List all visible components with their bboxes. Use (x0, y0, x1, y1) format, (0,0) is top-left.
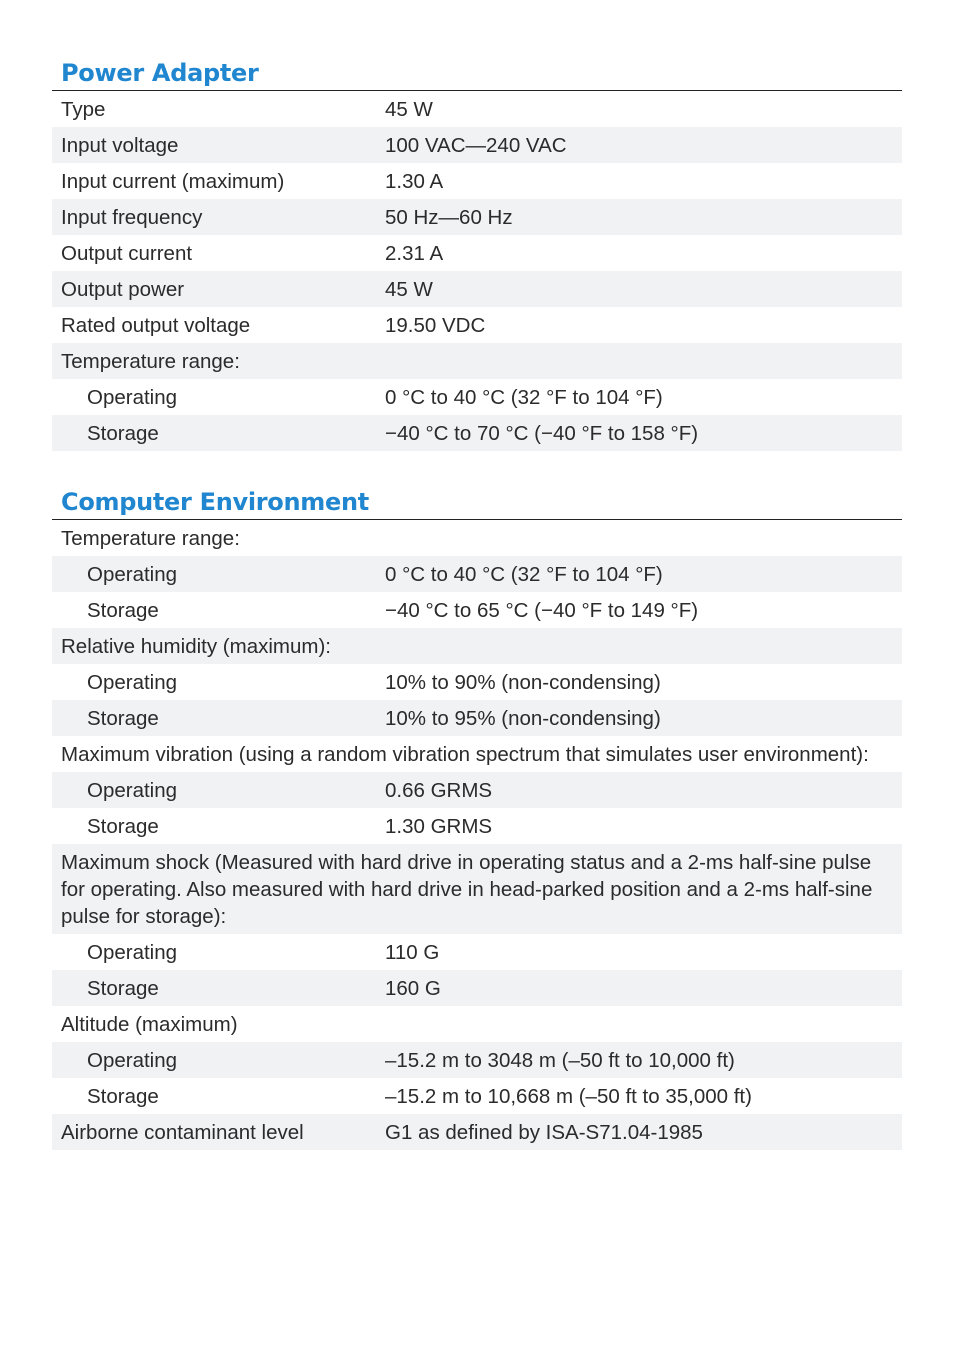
table-row (52, 556, 902, 592)
table-row (52, 307, 902, 343)
table-row (52, 1114, 902, 1150)
spec-label: Storage (52, 970, 376, 1006)
spec-value: –15.2 m to 3048 m (–50 ft to 10,000 ft) (376, 1042, 902, 1078)
spec-value: 19.50 VDC (385, 313, 486, 337)
table-row (52, 379, 902, 415)
spec-value: 100 VAC—240 VAC (376, 127, 902, 163)
spec-label: Operating (87, 670, 178, 694)
spec-value (376, 1006, 902, 1042)
spec-value: 0 °C to 40 °C (32 °F to 104 °F) (385, 385, 663, 409)
spec-page (52, 56, 902, 1150)
table-row (52, 235, 902, 271)
spec-value: 10% to 90% (non-condensing) (385, 670, 661, 694)
spec-label: Input frequency (52, 199, 376, 235)
spec-value: 160 G (376, 970, 902, 1006)
spec-value: 1.30 GRMS (385, 814, 493, 838)
table-row (52, 628, 902, 664)
spec-value: G1 as defined by ISA-S71.04-1985 (376, 1114, 902, 1150)
spec-label: Operating (87, 385, 178, 409)
table-row (52, 736, 902, 772)
spec-value: 1.30 A (385, 169, 444, 193)
spec-label: Altitude (maximum) (61, 1012, 238, 1036)
table-row (52, 844, 902, 934)
table-row (52, 1042, 902, 1078)
table-row (52, 934, 902, 970)
spec-value: 0 °C to 40 °C (32 °F to 104 °F) (376, 556, 902, 592)
spec-label: Storage (52, 415, 376, 451)
spec-value: 2.31 A (385, 241, 444, 265)
spec-value: –15.2 m to 10,668 m (–50 ft to 35,000 ft) (385, 1084, 752, 1108)
table-row (52, 163, 902, 199)
table-row (52, 127, 902, 163)
spec-label: Output power (52, 271, 376, 307)
spec-value: 45 W (376, 271, 902, 307)
power-adapter-title: Power Adapter (61, 59, 259, 87)
spec-label: Input voltage (52, 127, 376, 163)
spec-label: Type (61, 97, 106, 121)
spec-label: Temperature range: (61, 526, 240, 550)
spec-label: Relative humidity (maximum): (52, 628, 902, 664)
table-row (52, 415, 902, 451)
spec-label: Storage (87, 814, 159, 838)
spec-label: Input current (maximum) (61, 169, 285, 193)
table-row (52, 772, 902, 808)
spec-label: Operating (52, 556, 376, 592)
computer-environment-title: Computer Environment (61, 488, 369, 516)
table-row (52, 970, 902, 1006)
table-row (52, 700, 902, 736)
spec-value: 0.66 GRMS (376, 772, 902, 808)
table-row (52, 520, 902, 556)
computer-environment-table (52, 520, 902, 1150)
spec-value: 110 G (385, 940, 440, 964)
spec-label: Airborne contaminant level (52, 1114, 376, 1150)
table-row (52, 808, 902, 844)
spec-value: 50 Hz—60 Hz (376, 199, 902, 235)
spec-label: Storage (87, 1084, 159, 1108)
table-row (52, 592, 902, 628)
spec-label: Temperature range: (52, 343, 376, 379)
spec-label: Output current (61, 241, 193, 265)
spec-value: 10% to 95% (non-condensing) (376, 700, 902, 736)
table-row (52, 664, 902, 700)
spec-value: −40 °C to 70 °C (−40 °F to 158 °F) (376, 415, 902, 451)
spec-label: Operating (52, 772, 376, 808)
table-row (52, 271, 902, 307)
spec-label: Operating (87, 940, 178, 964)
table-row (52, 1006, 902, 1042)
spec-label: Operating (52, 1042, 376, 1078)
power-adapter-table (52, 91, 902, 451)
table-row (52, 199, 902, 235)
table-row (52, 343, 902, 379)
spec-value (376, 520, 902, 556)
table-row (52, 91, 902, 127)
spec-label: Maximum vibration (using a random vibration spectrum that simulates user environment): (61, 742, 869, 766)
spec-value: −40 °C to 65 °C (−40 °F to 149 °F) (385, 598, 699, 622)
spec-label: Maximum shock (Measured with hard drive in operating status and a 2-ms half-sine pulse for operating. Also measured with hard drive in head-parked position and a 2-ms half-sine pulse for storage): (52, 844, 902, 934)
spec-value: 45 W (385, 97, 433, 121)
spec-label: Storage (87, 598, 159, 622)
spec-label: Rated output voltage (61, 313, 251, 337)
spec-label: Storage (52, 700, 376, 736)
table-row (52, 1078, 902, 1114)
section-gap (52, 451, 902, 485)
spec-value (376, 343, 902, 379)
